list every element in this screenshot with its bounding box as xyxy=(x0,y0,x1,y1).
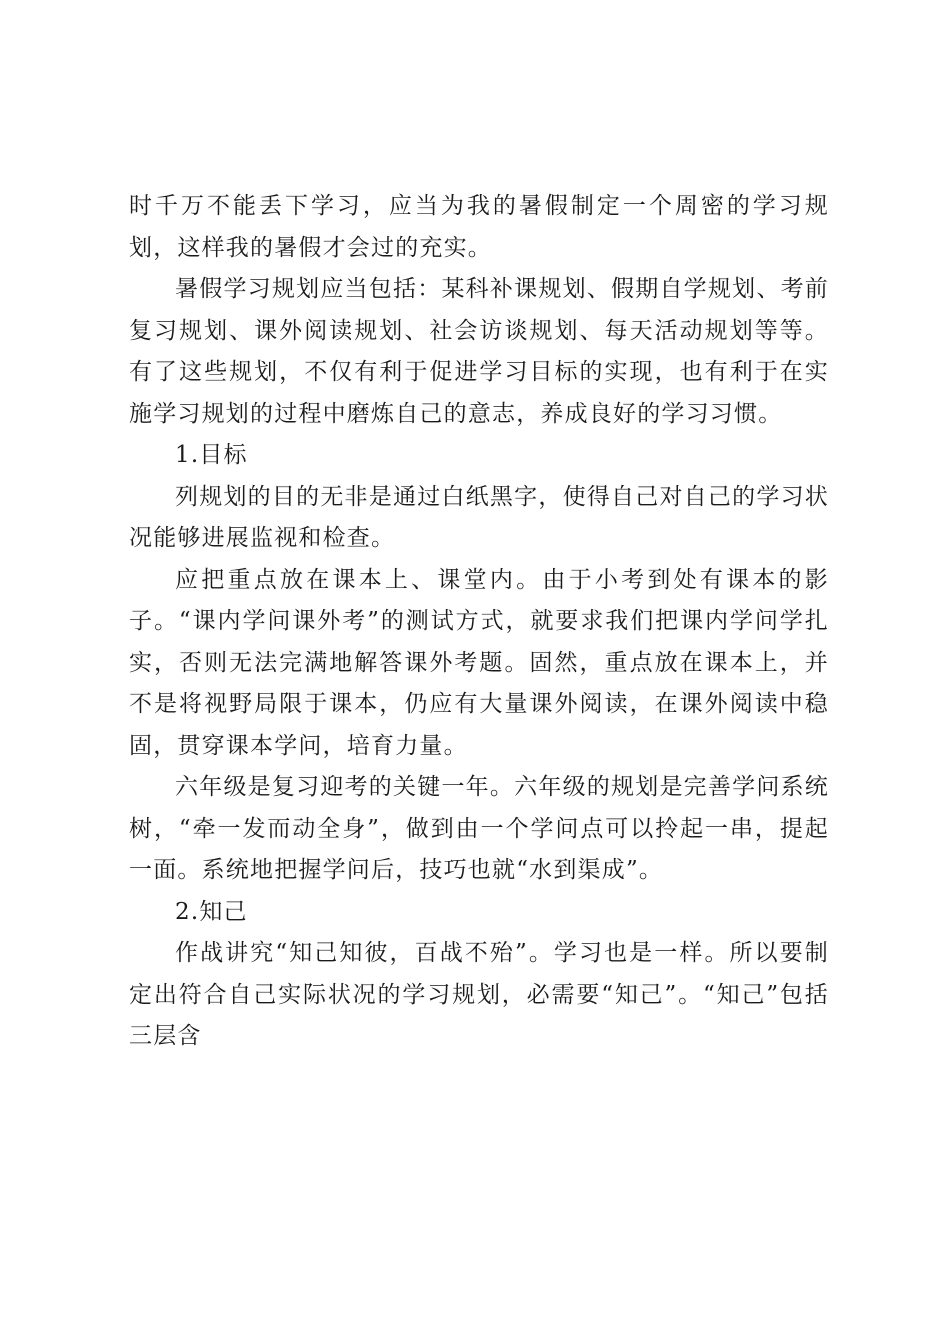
section-heading-know-yourself: 2.知己 xyxy=(175,898,248,925)
document-body xyxy=(129,186,829,1058)
paragraph-plan-contents: 暑假学习规划应当包括：某科补课规划、假期自学规划、考前复习规划、课外阅读规划、社会访谈规划、每天活动规划等等。有了这些规划，不仅有利于促进学习目标的实现，也有利于在实施学习规划的过程中磨炼自己的意志，养成良好的学习习惯。 xyxy=(129,276,829,427)
paragraph-textbook-focus: 应把重点放在课本上、课堂内。由于小考到处有课本的影子。“课内学问课外考”的测试方式，就要求我们把课内学问学扎实，否则无法完满地解答课外考题。固然，重点放在课本上，并不是将视野局限于课本，仍应有大量课外阅读，在课外阅读中稳固，贯穿课本学问，培育力量。 xyxy=(129,566,829,759)
paragraph-grade-six: 六年级是复习迎考的关键一年。六年级的规划是完善学问系统树，“牵一发而动全身”，做到由一个学问点可以拎起一串，提起一面。系统地把握学问后，技巧也就“水到渠成”。 xyxy=(129,774,829,883)
paragraph-plan-purpose: 列规划的目的无非是通过白纸黑字，使得自己对自己的学习状况能够进展监视和检查。 xyxy=(129,483,829,551)
section-heading-goal: 1.目标 xyxy=(175,442,248,468)
paragraph-continuation: 时千万不能丢下学习，应当为我的暑假制定一个周密的学习规划，这样我的暑假才会过的充实。 xyxy=(129,193,829,261)
paragraph-know-yourself: 作战讲究“知己知彼，百战不殆”。学习也是一样。所以要制定出符合自己实际状况的学习规划，必需要“知己”。“知己”包括三层含 xyxy=(129,940,829,1049)
